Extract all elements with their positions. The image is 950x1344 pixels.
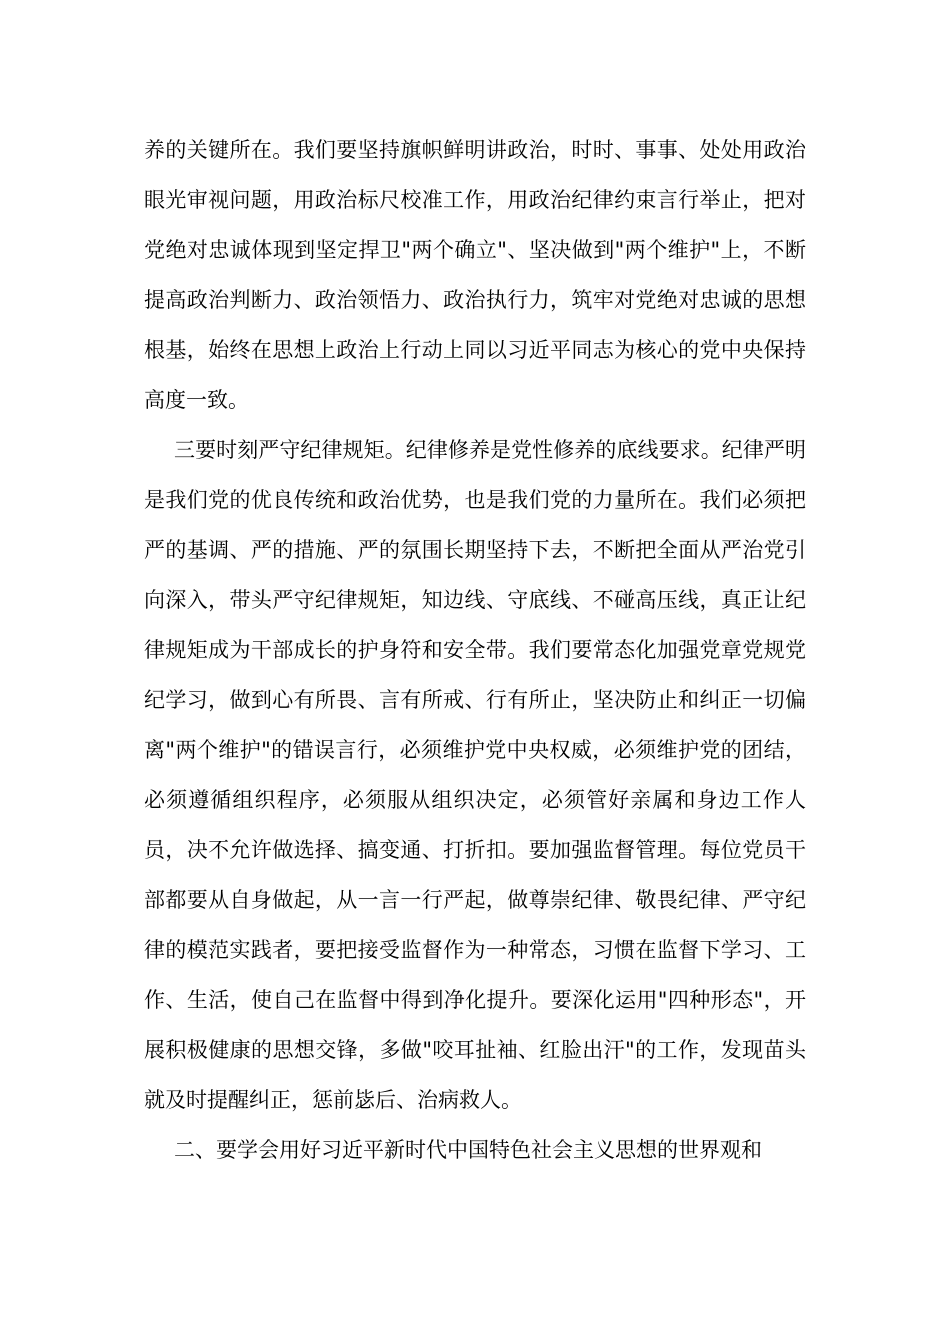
paragraph-discipline: 三要时刻严守纪律规矩。纪律修养是党性修养的底线要求。纪律严明是我们党的优良传统和政治优势，也是我们党的力量所在。我们必须把严的基调、严的措施、严的氛围长期坚持下去，不断把全面从严治党引向深入，带头严守纪律规矩，知边线、守底线、不碰高压线，真正让纪律规矩成为干部成长的护身符和安全带。我们要常态化加强党章党规党纪学习，做到心有所畏、言有所戒、行有所止，坚决防止和纠正一切偏离"两个维护"的错误言行，必须维护党中央权威，必须维护党的团结，必须遵循组织程序，必须服从组织决定，必须管好亲属和身边工作人员，决不允许做选择、搞变通、打折扣。要加强监督管理。每位党员干部都要从自身做起，从一言一行严起，做尊崇纪律、敬畏纪律、严守纪律的模范实践者，要把接受监督作为一种常态，习惯在监督下学习、工作、生活，使自己在监督中得到净化提升。要深化运用"四种形态"，开展积极健康的思想交锋，多做"咬耳扯袖、红脸出汗"的工作，发现苗头就及时提醒纠正，惩前毖后、治病救人。: [144, 438, 806, 1112]
document-body: [144, 125, 806, 1175]
paragraph-continuation: 养的关键所在。我们要坚持旗帜鲜明讲政治，时时、事事、处处用政治眼光审视问题，用政治标尺校准工作，用政治纪律约束言行举止，把对党绝对忠诚体现到坚定捍卫"两个确立"、坚决做到"两个维护"上，不断提高政治判断力、政治领悟力、政治执行力，筑牢对党绝对忠诚的思想根基，始终在思想上政治上行动上同以习近平同志为核心的党中央保持高度一致。: [144, 138, 806, 412]
paragraph-section-heading: 二、要学会用好习近平新时代中国特色社会主义思想的世界观和: [174, 1138, 762, 1162]
